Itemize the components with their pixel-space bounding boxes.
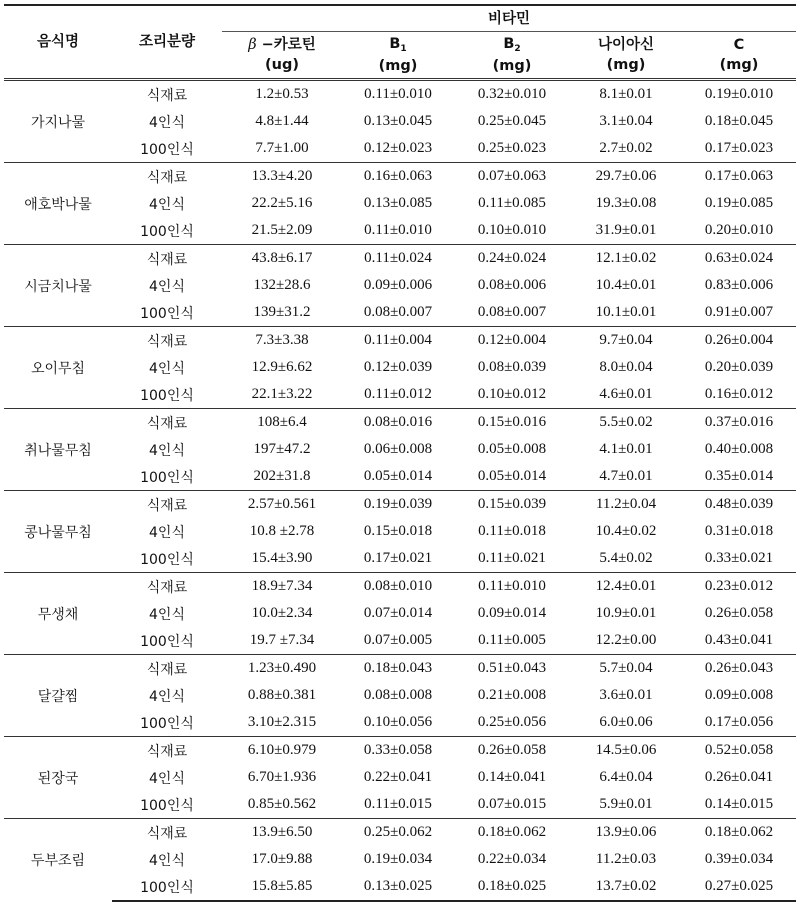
c-value-cell: 0.14±0.015 bbox=[704, 796, 774, 812]
table-row bbox=[4, 409, 796, 437]
b1-value-cell: 0.11±0.010 bbox=[364, 86, 432, 102]
table-row bbox=[4, 381, 796, 409]
food-name-cell: 된장국 bbox=[4, 737, 112, 819]
beta-carotene-unit: (ug) bbox=[265, 57, 299, 73]
table-row bbox=[4, 217, 796, 245]
table-row bbox=[4, 764, 796, 791]
table-row bbox=[4, 436, 796, 463]
quantity-cell: 4인식 bbox=[149, 360, 185, 377]
niacin-value-cell: 31.9±0.01 bbox=[595, 222, 657, 238]
table-row bbox=[4, 518, 796, 545]
b2-value-cell: 0.25±0.023 bbox=[477, 140, 547, 156]
beta-value-cell: 10.8 ±2.78 bbox=[249, 523, 315, 539]
beta-value-cell: 21.5±2.09 bbox=[251, 222, 313, 238]
quantity-cell: 식재료 bbox=[112, 491, 222, 519]
b2-value-cell: 0.21±0.008 bbox=[477, 687, 547, 703]
quantity-cell: 식재료 bbox=[112, 327, 222, 355]
b1-value-cell: 0.13±0.085 bbox=[363, 195, 433, 211]
niacin-value-cell: 29.7±0.06 bbox=[570, 163, 682, 191]
quantity-cell: 식재료 bbox=[112, 819, 222, 847]
beta-value-cell: 139±31.2 bbox=[253, 304, 311, 320]
niacin-value-cell: 10.1±0.01 bbox=[595, 304, 657, 320]
quantity-cell: 100인식 bbox=[140, 469, 194, 486]
b1-value-cell: 0.11±0.012 bbox=[364, 386, 432, 402]
b2-value-cell: 0.26±0.058 bbox=[454, 737, 570, 765]
b1-value-cell: 0.18±0.043 bbox=[342, 655, 454, 683]
b2-value-cell: 0.22±0.034 bbox=[477, 851, 547, 867]
beta-value-cell: 19.7 ±7.34 bbox=[249, 632, 315, 648]
b1-value-cell: 0.19±0.039 bbox=[342, 491, 454, 519]
c-value-cell: 0.35±0.014 bbox=[704, 468, 774, 484]
c-value-cell: 0.18±0.045 bbox=[704, 113, 774, 129]
b2-value-cell: 0.05±0.008 bbox=[477, 441, 547, 457]
b2-subscript: 2 bbox=[514, 44, 521, 54]
beta-value-cell: 10.0±2.34 bbox=[251, 605, 313, 621]
c-value-cell: 0.09±0.008 bbox=[704, 687, 774, 703]
beta-value-cell: 22.1±3.22 bbox=[251, 386, 313, 402]
table-row bbox=[4, 737, 796, 765]
niacin-value-cell: 12.2±0.00 bbox=[595, 632, 657, 648]
niacin-value-cell: 12.4±0.01 bbox=[570, 573, 682, 601]
beta-value-cell: 6.70±1.936 bbox=[247, 769, 317, 785]
food-name-cell: 시금치나물 bbox=[4, 245, 112, 327]
header-cooking-quantity: 조리분량 bbox=[112, 5, 222, 80]
table-row bbox=[4, 354, 796, 381]
vitamin-content-table bbox=[4, 4, 796, 902]
table-row bbox=[4, 600, 796, 627]
b2-value-cell: 0.05±0.014 bbox=[477, 468, 547, 484]
c-value-cell: 0.19±0.010 bbox=[704, 86, 774, 102]
quantity-cell: 4인식 bbox=[149, 852, 185, 869]
quantity-cell: 100인식 bbox=[140, 223, 194, 240]
food-name-cell: 가지나물 bbox=[30, 114, 86, 131]
niacin-value-cell: 5.9±0.01 bbox=[599, 796, 653, 812]
table-header bbox=[4, 5, 796, 80]
b1-label: B bbox=[389, 36, 401, 52]
table-row bbox=[4, 135, 796, 163]
quantity-cell: 100인식 bbox=[140, 797, 194, 814]
header-vitamin-c bbox=[682, 32, 796, 80]
niacin-value-cell: 8.0±0.04 bbox=[599, 359, 653, 375]
b2-value-cell: 0.08±0.039 bbox=[477, 359, 547, 375]
c-label: C bbox=[733, 37, 745, 53]
beta-value-cell: 18.9±7.34 bbox=[222, 573, 342, 601]
b1-value-cell: 0.22±0.041 bbox=[363, 769, 433, 785]
niacin-unit: (mg) bbox=[606, 57, 646, 73]
c-value-cell: 0.17±0.063 bbox=[682, 163, 796, 191]
quantity-cell: 100인식 bbox=[140, 715, 194, 732]
c-value-cell: 0.20±0.039 bbox=[704, 359, 774, 375]
b1-subscript: 1 bbox=[400, 44, 407, 54]
table-row bbox=[4, 873, 796, 901]
c-value-cell: 0.43±0.041 bbox=[704, 632, 774, 648]
header-food-name: 음식명 bbox=[4, 5, 112, 80]
beta-value-cell: 7.3±3.38 bbox=[222, 327, 342, 355]
quantity-cell: 4인식 bbox=[149, 278, 185, 295]
b1-value-cell: 0.25±0.062 bbox=[342, 819, 454, 847]
c-value-cell: 0.48±0.039 bbox=[682, 491, 796, 519]
b2-value-cell: 0.24±0.024 bbox=[454, 245, 570, 273]
niacin-value-cell: 10.4±0.02 bbox=[595, 523, 657, 539]
table-row bbox=[4, 846, 796, 873]
beta-symbol: β bbox=[248, 37, 257, 53]
b1-value-cell: 0.11±0.024 bbox=[342, 245, 454, 273]
b1-value-cell: 0.05±0.014 bbox=[363, 468, 433, 484]
niacin-label: 나이아신 bbox=[597, 37, 655, 53]
quantity-cell: 4인식 bbox=[149, 606, 185, 623]
b1-value-cell: 0.10±0.056 bbox=[363, 714, 433, 730]
food-name-cell: 두부조림 bbox=[4, 819, 112, 902]
b1-value-cell: 0.07±0.005 bbox=[363, 632, 433, 648]
b2-value-cell: 0.07±0.063 bbox=[454, 163, 570, 191]
b2-value-cell: 0.09±0.014 bbox=[477, 605, 547, 621]
table-row bbox=[4, 108, 796, 135]
niacin-value-cell: 10.4±0.01 bbox=[595, 277, 657, 293]
beta-value-cell: 4.8±1.44 bbox=[255, 113, 309, 129]
b2-value-cell: 0.15±0.039 bbox=[454, 491, 570, 519]
table-row bbox=[4, 709, 796, 737]
niacin-value-cell: 13.9±0.06 bbox=[570, 819, 682, 847]
table-row bbox=[4, 819, 796, 847]
table-row bbox=[4, 655, 796, 683]
beta-value-cell: 13.3±4.20 bbox=[222, 163, 342, 191]
b1-value-cell: 0.13±0.025 bbox=[342, 873, 454, 901]
b1-value-cell: 0.13±0.045 bbox=[363, 113, 433, 129]
c-value-cell: 0.26±0.043 bbox=[682, 655, 796, 683]
c-value-cell: 0.52±0.058 bbox=[682, 737, 796, 765]
b1-value-cell: 0.08±0.007 bbox=[363, 304, 433, 320]
beta-value-cell: 197±47.2 bbox=[253, 441, 311, 457]
b1-value-cell: 0.08±0.010 bbox=[342, 573, 454, 601]
beta-value-cell: 6.10±0.979 bbox=[222, 737, 342, 765]
header-vitamin-b1 bbox=[342, 32, 454, 80]
b2-value-cell: 0.11±0.005 bbox=[478, 632, 546, 648]
header-niacin bbox=[570, 32, 682, 80]
beta-value-cell: 17.0±9.88 bbox=[251, 851, 313, 867]
quantity-cell: 4인식 bbox=[149, 770, 185, 787]
food-name-cell: 애호박나물 bbox=[4, 163, 112, 245]
niacin-value-cell: 5.7±0.04 bbox=[570, 655, 682, 683]
b2-value-cell: 0.11±0.010 bbox=[454, 573, 570, 601]
niacin-value-cell: 4.7±0.01 bbox=[599, 468, 653, 484]
quantity-cell: 100인식 bbox=[140, 633, 194, 650]
c-unit: (mg) bbox=[719, 57, 759, 73]
table-row bbox=[4, 545, 796, 573]
b2-value-cell: 0.11±0.021 bbox=[478, 550, 546, 566]
c-value-cell: 0.40±0.008 bbox=[704, 441, 774, 457]
niacin-value-cell: 6.4±0.04 bbox=[599, 769, 653, 785]
table-row bbox=[4, 791, 796, 819]
b1-value-cell: 0.12±0.023 bbox=[363, 140, 433, 156]
niacin-value-cell: 5.4±0.02 bbox=[599, 550, 653, 566]
c-value-cell: 0.31±0.018 bbox=[704, 523, 774, 539]
b2-value-cell: 0.11±0.018 bbox=[478, 523, 546, 539]
c-value-cell: 0.20±0.010 bbox=[704, 222, 774, 238]
quantity-cell: 식재료 bbox=[112, 655, 222, 683]
table-row bbox=[4, 245, 796, 273]
c-value-cell: 0.26±0.041 bbox=[704, 769, 774, 785]
c-value-cell: 0.39±0.034 bbox=[704, 851, 774, 867]
b2-value-cell: 0.25±0.045 bbox=[477, 113, 547, 129]
quantity-cell: 100인식 bbox=[140, 551, 194, 568]
header-vitamin-group: 비타민 bbox=[222, 5, 796, 32]
table-row bbox=[4, 163, 796, 191]
beta-value-cell: 15.8±5.85 bbox=[222, 873, 342, 901]
niacin-value-cell: 3.6±0.01 bbox=[599, 687, 653, 703]
niacin-value-cell: 9.7±0.04 bbox=[570, 327, 682, 355]
c-value-cell: 0.17±0.023 bbox=[704, 140, 774, 156]
beta-carotene-label: −카로틴 bbox=[261, 37, 316, 53]
b2-value-cell: 0.11±0.085 bbox=[478, 195, 546, 211]
b2-value-cell: 0.14±0.041 bbox=[477, 769, 547, 785]
beta-value-cell: 0.85±0.562 bbox=[247, 796, 317, 812]
b1-value-cell: 0.06±0.008 bbox=[363, 441, 433, 457]
beta-value-cell: 202±31.8 bbox=[253, 468, 311, 484]
beta-value-cell: 12.9±6.62 bbox=[251, 359, 313, 375]
quantity-cell: 100인식 bbox=[112, 873, 222, 901]
b2-value-cell: 0.18±0.025 bbox=[454, 873, 570, 901]
table-row bbox=[4, 491, 796, 519]
quantity-cell: 100인식 bbox=[140, 305, 194, 322]
b2-unit: (mg) bbox=[492, 58, 532, 74]
b1-value-cell: 0.08±0.008 bbox=[363, 687, 433, 703]
beta-value-cell: 2.57±0.561 bbox=[222, 491, 342, 519]
niacin-value-cell: 12.1±0.02 bbox=[570, 245, 682, 273]
table-row bbox=[4, 80, 796, 109]
niacin-value-cell: 4.6±0.01 bbox=[599, 386, 653, 402]
beta-value-cell: 132±28.6 bbox=[253, 277, 311, 293]
food-name-cell: 달걀찜 bbox=[4, 655, 112, 737]
quantity-cell: 4인식 bbox=[149, 688, 185, 705]
quantity-cell: 4인식 bbox=[149, 196, 185, 213]
quantity-cell: 식재료 bbox=[112, 163, 222, 191]
niacin-value-cell: 14.5±0.06 bbox=[570, 737, 682, 765]
quantity-cell: 식재료 bbox=[112, 573, 222, 601]
niacin-value-cell: 19.3±0.08 bbox=[595, 195, 657, 211]
quantity-cell: 100인식 bbox=[140, 387, 194, 404]
table-row bbox=[4, 682, 796, 709]
c-value-cell: 0.91±0.007 bbox=[704, 304, 774, 320]
c-value-cell: 0.26±0.058 bbox=[704, 605, 774, 621]
c-value-cell: 0.27±0.025 bbox=[682, 873, 796, 901]
c-value-cell: 0.63±0.024 bbox=[682, 245, 796, 273]
beta-value-cell: 43.8±6.17 bbox=[222, 245, 342, 273]
niacin-value-cell: 8.1±0.01 bbox=[599, 86, 653, 102]
c-value-cell: 0.37±0.016 bbox=[682, 409, 796, 437]
c-value-cell: 0.83±0.006 bbox=[704, 277, 774, 293]
c-value-cell: 0.18±0.062 bbox=[682, 819, 796, 847]
b1-value-cell: 0.33±0.058 bbox=[342, 737, 454, 765]
food-name-cell: 오이무침 bbox=[4, 327, 112, 409]
c-value-cell: 0.19±0.085 bbox=[704, 195, 774, 211]
beta-value-cell: 1.23±0.490 bbox=[222, 655, 342, 683]
b2-value-cell: 0.07±0.015 bbox=[477, 796, 547, 812]
niacin-value-cell: 11.2±0.03 bbox=[595, 851, 657, 867]
b2-value-cell: 0.25±0.056 bbox=[477, 714, 547, 730]
beta-value-cell: 7.7±1.00 bbox=[255, 140, 309, 156]
c-value-cell: 0.17±0.056 bbox=[704, 714, 774, 730]
beta-value-cell: 22.2±5.16 bbox=[251, 195, 313, 211]
b2-value-cell: 0.12±0.004 bbox=[454, 327, 570, 355]
niacin-value-cell: 5.5±0.02 bbox=[570, 409, 682, 437]
niacin-value-cell: 6.0±0.06 bbox=[599, 714, 653, 730]
beta-value-cell: 13.9±6.50 bbox=[222, 819, 342, 847]
b1-value-cell: 0.09±0.006 bbox=[363, 277, 433, 293]
niacin-value-cell: 13.7±0.02 bbox=[570, 873, 682, 901]
c-value-cell: 0.26±0.004 bbox=[682, 327, 796, 355]
quantity-cell: 4인식 bbox=[149, 442, 185, 459]
header-beta-carotene bbox=[222, 32, 342, 80]
b2-value-cell: 0.08±0.006 bbox=[477, 277, 547, 293]
table-row bbox=[4, 463, 796, 491]
b2-value-cell: 0.51±0.043 bbox=[454, 655, 570, 683]
b2-label: B bbox=[503, 36, 515, 52]
food-name-cell: 취나물무침 bbox=[4, 409, 112, 491]
b1-value-cell: 0.17±0.021 bbox=[363, 550, 433, 566]
niacin-value-cell: 11.2±0.04 bbox=[570, 491, 682, 519]
niacin-value-cell: 2.7±0.02 bbox=[599, 140, 653, 156]
b1-value-cell: 0.08±0.016 bbox=[342, 409, 454, 437]
quantity-cell: 식재료 bbox=[112, 737, 222, 765]
quantity-cell: 식재료 bbox=[146, 87, 188, 104]
beta-value-cell: 0.88±0.381 bbox=[247, 687, 317, 703]
b1-value-cell: 0.07±0.014 bbox=[363, 605, 433, 621]
beta-value-cell: 15.4±3.90 bbox=[251, 550, 313, 566]
c-value-cell: 0.23±0.012 bbox=[682, 573, 796, 601]
table-row bbox=[4, 299, 796, 327]
b1-value-cell: 0.11±0.004 bbox=[342, 327, 454, 355]
beta-value-cell: 1.2±0.53 bbox=[255, 86, 309, 102]
b2-value-cell: 0.15±0.016 bbox=[454, 409, 570, 437]
niacin-value-cell: 3.1±0.04 bbox=[599, 113, 653, 129]
b1-value-cell: 0.11±0.010 bbox=[364, 222, 432, 238]
table-row bbox=[4, 573, 796, 601]
b1-value-cell: 0.12±0.039 bbox=[363, 359, 433, 375]
table-row bbox=[4, 272, 796, 299]
beta-value-cell: 3.10±2.315 bbox=[247, 714, 317, 730]
b1-unit: (mg) bbox=[378, 58, 418, 74]
quantity-cell: 4인식 bbox=[149, 114, 185, 131]
quantity-cell: 100인식 bbox=[140, 141, 194, 158]
food-name-cell: 콩나물무침 bbox=[4, 491, 112, 573]
table-row bbox=[4, 327, 796, 355]
b2-value-cell: 0.18±0.062 bbox=[454, 819, 570, 847]
b2-value-cell: 0.10±0.010 bbox=[477, 222, 547, 238]
quantity-cell: 4인식 bbox=[149, 524, 185, 541]
quantity-cell: 식재료 bbox=[112, 409, 222, 437]
quantity-cell: 식재료 bbox=[112, 245, 222, 273]
b1-value-cell: 0.11±0.015 bbox=[364, 796, 432, 812]
beta-value-cell: 108±6.4 bbox=[222, 409, 342, 437]
table-row bbox=[4, 190, 796, 217]
niacin-value-cell: 4.1±0.01 bbox=[599, 441, 653, 457]
niacin-value-cell: 10.9±0.01 bbox=[595, 605, 657, 621]
c-value-cell: 0.16±0.012 bbox=[704, 386, 774, 402]
b1-value-cell: 0.15±0.018 bbox=[363, 523, 433, 539]
b2-value-cell: 0.32±0.010 bbox=[477, 86, 547, 102]
b2-value-cell: 0.08±0.007 bbox=[477, 304, 547, 320]
b1-value-cell: 0.19±0.034 bbox=[363, 851, 433, 867]
header-vitamin-b2 bbox=[454, 32, 570, 80]
table-body bbox=[4, 80, 796, 902]
b2-value-cell: 0.10±0.012 bbox=[477, 386, 547, 402]
food-name-cell: 무생채 bbox=[4, 573, 112, 655]
b1-value-cell: 0.16±0.063 bbox=[342, 163, 454, 191]
c-value-cell: 0.33±0.021 bbox=[704, 550, 774, 566]
table-row bbox=[4, 627, 796, 655]
